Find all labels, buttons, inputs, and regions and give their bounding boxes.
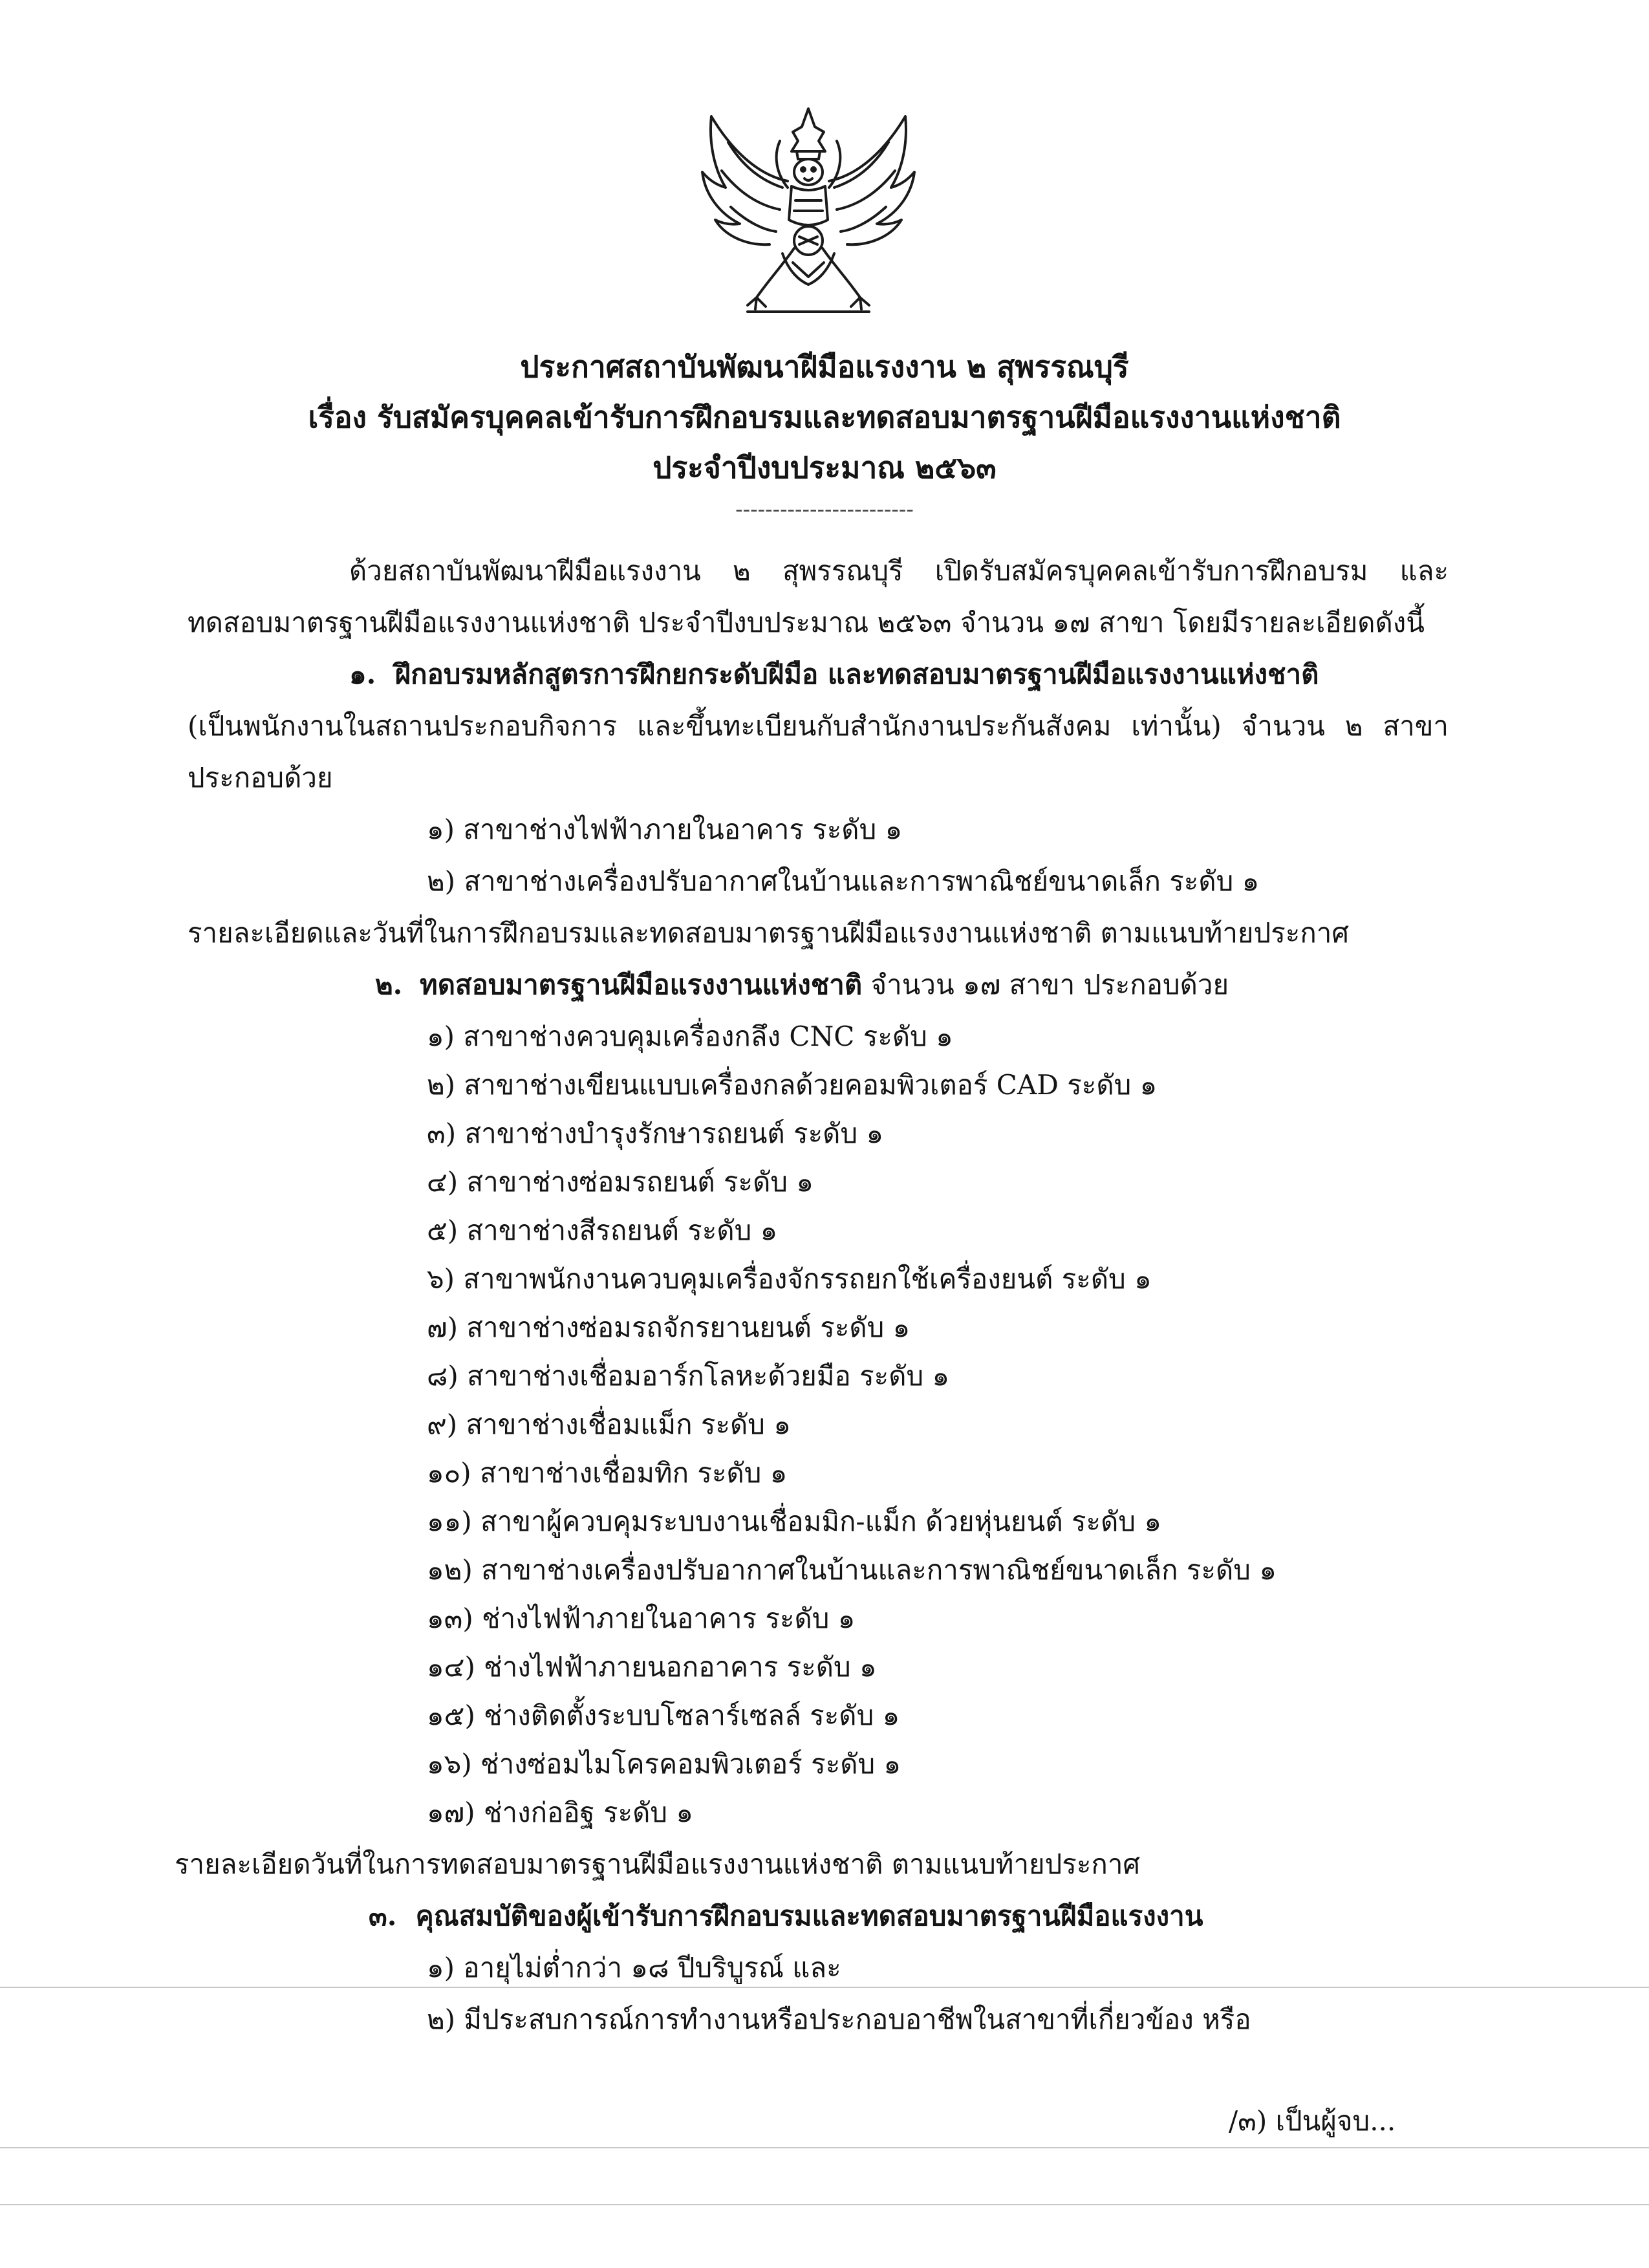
section-2-item: ๑๔) ช่างไฟฟ้าภายนอกอาคาร ระดับ ๑	[427, 1651, 877, 1683]
section-2-number: ๒.	[375, 969, 403, 1000]
scan-line	[0, 2147, 1649, 2148]
section-2-item: ๑๑) สาขาผู้ควบคุมระบบงานเชื่อมมิก-แม็ก ด้วยหุ่นยนต์ ระดับ ๑	[427, 1506, 1162, 1537]
scan-line	[0, 1987, 1649, 1988]
section-2-item: ๑) สาขาช่างควบคุมเครื่องกลึง CNC ระดับ ๑	[427, 1021, 953, 1052]
section-2-footer: รายละเอียดวันที่ในการทดสอบมาตรฐานฝีมือแรงงานแห่งชาติ ตามแนบท้ายประกาศ	[175, 1848, 1141, 1880]
section-2-item: ๑๓) ช่างไฟฟ้าภายในอาคาร ระดับ ๑	[427, 1603, 856, 1634]
section-1-line-3: ประกอบด้วย	[188, 762, 333, 794]
section-1-item: ๑) สาขาช่างไฟฟ้าภายในอาคาร ระดับ ๑	[427, 814, 903, 845]
section-3-title: คุณสมบัติของผู้เข้ารับการฝึกอบรมและทดสอบมาตรฐานฝีมือแรงงาน	[415, 1900, 1203, 1932]
garuda-emblem	[685, 103, 931, 330]
section-1-title: ฝึกอบรมหลักสูตรการฝึกยกระดับฝีมือ และทดสอบมาตรฐานฝีมือแรงงานแห่งชาติ	[394, 658, 1319, 690]
section-2-item: ๕) สาขาช่างสีรถยนต์ ระดับ ๑	[427, 1215, 778, 1246]
section-2-item: ๒) สาขาช่างเขียนแบบเครื่องกลด้วยคอมพิวเตอร์ CAD ระดับ ๑	[427, 1069, 1158, 1101]
intro-line-2: ทดสอบมาตรฐานฝีมือแรงงานแห่งชาติ ประจำปีงบประมาณ ๒๕๖๓ จำนวน ๑๗ สาขา โดยมีรายละเอียดดังนี้	[188, 607, 1425, 638]
scan-line	[0, 2204, 1649, 2205]
announcement-subject: เรื่อง รับสมัครบุคคลเข้ารับการฝึกอบรมและทดสอบมาตรฐานฝีมือแรงงานแห่งชาติ	[308, 400, 1341, 435]
section-2-item: ๑๐) สาขาช่างเชื่อมทิก ระดับ ๑	[427, 1457, 788, 1489]
section-3-item: ๑) อายุไม่ต่ำกว่า ๑๘ ปีบริบูรณ์ และ	[427, 1952, 841, 1983]
section-2-item: ๙) สาขาช่างเชื่อมแม็ก ระดับ ๑	[427, 1409, 791, 1440]
section-1-item: ๒) สาขาช่างเครื่องปรับอากาศในบ้านและการพาณิชย์ขนาดเล็ก ระดับ ๑	[427, 865, 1260, 897]
section-2-title: ทดสอบมาตรฐานฝีมือแรงงานแห่งชาติ	[420, 969, 863, 1000]
intro-line-1: ด้วยสถาบันพัฒนาฝีมือแรงงาน ๒ สุพรรณบุรี เปิดรับสมัครบุคคลเข้ารับการฝึกอบรม และ	[349, 555, 1449, 587]
section-2-item: ๗) สาขาช่างซ่อมรถจักรยานยนต์ ระดับ ๑	[427, 1312, 911, 1343]
section-1-heading	[349, 658, 1319, 691]
section-2-title-rest: จำนวน ๑๗ สาขา ประกอบด้วย	[862, 969, 1229, 1000]
announcement-fiscal-year: ประจำปีงบประมาณ ๒๕๖๓	[652, 450, 997, 485]
section-2-item: ๖) สาขาพนักงานควบคุมเครื่องจักรรถยกใช้เครื่องยนต์ ระดับ ๑	[427, 1263, 1152, 1295]
section-3-heading	[369, 1900, 1203, 1932]
section-3-number: ๓.	[369, 1900, 397, 1932]
section-2-item: ๑๗) ช่างก่ออิฐ ระดับ ๑	[427, 1797, 694, 1828]
header-separator: ------------------------	[735, 497, 914, 523]
announcement-title: ประกาศสถาบันพัฒนาฝีมือแรงงาน ๒ สุพรรณบุรี	[520, 349, 1129, 384]
section-1-footer: รายละเอียดและวันที่ในการฝึกอบรมและทดสอบมาตรฐานฝีมือแรงงานแห่งชาติ ตามแนบท้ายประกาศ	[188, 917, 1349, 949]
section-2-item: ๑๒) สาขาช่างเครื่องปรับอากาศในบ้านและการพาณิชย์ขนาดเล็ก ระดับ ๑	[427, 1554, 1277, 1586]
section-2-item: ๑๖) ช่างซ่อมไมโครคอมพิวเตอร์ ระดับ ๑	[427, 1748, 901, 1780]
section-1-line-2: (เป็นพนักงานในสถานประกอบกิจการ และขึ้นทะเบียนกับสำนักงานประกันสังคม เท่านั้น) จำนวน ๒ สาขา	[188, 710, 1449, 742]
section-2-item: ๘) สาขาช่างเชื่อมอาร์กโลหะด้วยมือ ระดับ ๑	[427, 1360, 950, 1392]
section-3-item: ๒) มีประสบการณ์การทำงานหรือประกอบอาชีพในสาขาที่เกี่ยวข้อง หรือ	[427, 2003, 1251, 2035]
continuation-note: /๓) เป็นผู้จบ...	[1229, 2105, 1396, 2137]
section-2-heading	[375, 969, 1229, 1001]
section-2-item: ๑๕) ช่างติดตั้งระบบโซลาร์เซลล์ ระดับ ๑	[427, 1700, 900, 1731]
section-2-item: ๓) สาขาช่างบำรุงรักษารถยนต์ ระดับ ๑	[427, 1118, 884, 1149]
section-2-item: ๔) สาขาช่างซ่อมรถยนต์ ระดับ ๑	[427, 1166, 814, 1198]
section-1-number: ๑.	[349, 658, 376, 690]
